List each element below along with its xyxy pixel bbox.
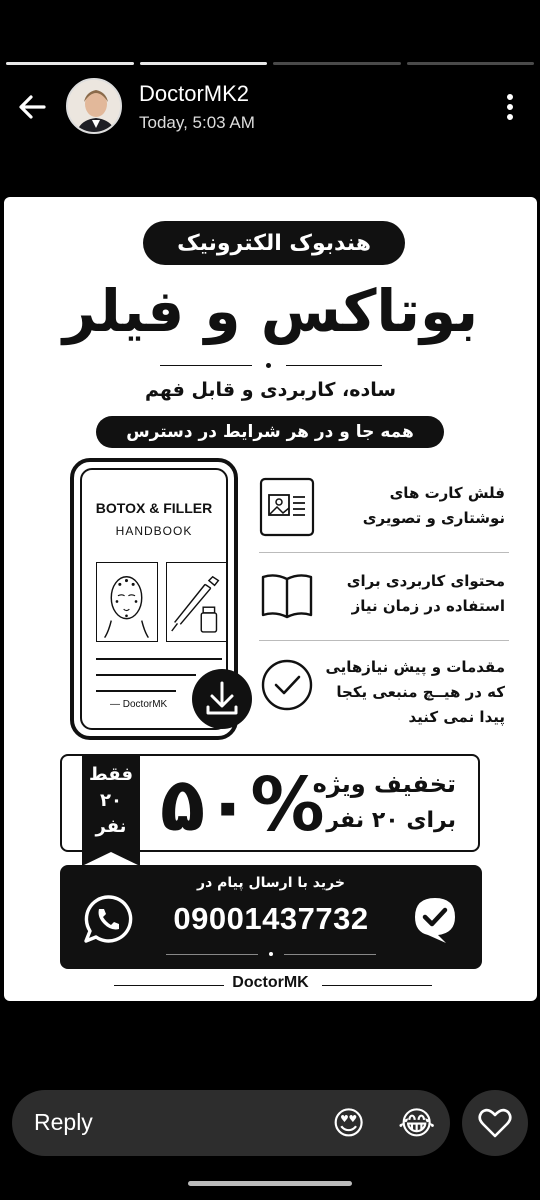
progress-segment-4 xyxy=(407,62,535,65)
reply-input[interactable]: Reply xyxy=(34,1109,93,1135)
download-button xyxy=(192,669,252,729)
feature-text-3: مقدمات و پیش نیازهایی که در هیــچ منبعی یکجا پیدا نمی کنید xyxy=(325,658,505,726)
progress-fill-2 xyxy=(140,62,268,65)
handbook-brand: — DoctorMK xyxy=(110,699,168,710)
avatar-portrait-icon xyxy=(68,80,122,134)
ebook-pill: هندبوک الکترونیک xyxy=(143,221,405,265)
handbook-title: BOTOX & FILLER xyxy=(95,500,213,516)
discount-box xyxy=(60,754,480,852)
story-subtitle: ساده، کاربردی و قابل فهم xyxy=(144,379,397,401)
heart-eyes-emoji-button[interactable]: 😍 xyxy=(332,1104,366,1142)
heart-icon xyxy=(462,1090,528,1156)
story-progress xyxy=(6,62,534,66)
progress-segment-2 xyxy=(140,62,268,65)
progress-segment-1 xyxy=(6,62,134,65)
feature-divider-2 xyxy=(259,640,509,641)
syringe-illustration xyxy=(166,562,228,642)
face-illustration xyxy=(96,562,158,642)
handbook-subtitle: HANDBOOK xyxy=(115,524,193,538)
story-title: بوتاکس و فیلر xyxy=(62,277,479,345)
avatar[interactable] xyxy=(66,78,122,134)
username[interactable]: DoctorMK2 xyxy=(139,81,250,106)
book-icon xyxy=(259,565,315,625)
tears-of-joy-emoji-button[interactable]: 😂 xyxy=(398,1104,436,1142)
feature-flashcards xyxy=(259,477,509,547)
content-line-2 xyxy=(96,674,196,676)
footer-brand: DoctorMK xyxy=(232,974,309,991)
content-line-1 xyxy=(96,658,222,660)
like-button[interactable] xyxy=(462,1090,528,1156)
face-icon xyxy=(97,563,156,640)
discount-line-1: تخفیف ویژه xyxy=(312,770,456,798)
feature-prerequisites xyxy=(259,651,509,731)
syringe-icon xyxy=(167,563,226,640)
contact-divider-left xyxy=(166,954,258,955)
limited-tag-line1: فقط xyxy=(88,764,133,785)
availability-pill: همه جا و در هر شرایط در دسترس xyxy=(96,416,444,448)
contact-divider-dot xyxy=(269,952,273,956)
limited-tag xyxy=(82,754,140,852)
back-arrow-icon[interactable] xyxy=(16,90,50,124)
feature-content xyxy=(259,565,509,635)
download-icon xyxy=(192,669,252,729)
story-timestamp: Today, 5:03 AM xyxy=(139,113,255,132)
feature-text-2: محتوای کاربردی برای استفاده در زمان نیاز xyxy=(346,572,505,615)
contact-box xyxy=(60,865,482,969)
contact-divider-right xyxy=(284,954,376,955)
feature-divider-1 xyxy=(259,552,509,553)
feature-text-1: فلش کارت های نوشتاری و تصویری xyxy=(362,484,505,527)
discount-line-2: برای ۲۰ نفر xyxy=(326,808,456,833)
contact-caption: خرید با ارسال پیام در xyxy=(197,875,345,891)
limited-tag-line3: نفر xyxy=(95,816,127,837)
progress-fill-1 xyxy=(6,62,134,65)
discount-percent: ۵۰% xyxy=(160,762,325,848)
check-circle-icon xyxy=(259,655,315,715)
story-header xyxy=(0,76,540,136)
home-indicator[interactable] xyxy=(188,1181,352,1186)
progress-segment-3 xyxy=(273,62,401,65)
chat-check-icon xyxy=(410,895,460,945)
contact-phone-number: 09001437732 xyxy=(173,901,369,936)
title-divider-left xyxy=(160,365,252,366)
more-options-icon[interactable] xyxy=(500,92,520,122)
limited-tag-line2: ۲۰ xyxy=(100,790,122,811)
footer-rule-right xyxy=(322,985,432,986)
title-divider-dot xyxy=(266,363,271,368)
story-content[interactable] xyxy=(4,197,537,1001)
title-divider-right xyxy=(286,365,382,366)
reply-bar[interactable] xyxy=(12,1090,450,1156)
whatsapp-icon xyxy=(82,893,134,945)
flashcard-icon xyxy=(259,477,315,537)
content-line-3 xyxy=(96,690,176,692)
